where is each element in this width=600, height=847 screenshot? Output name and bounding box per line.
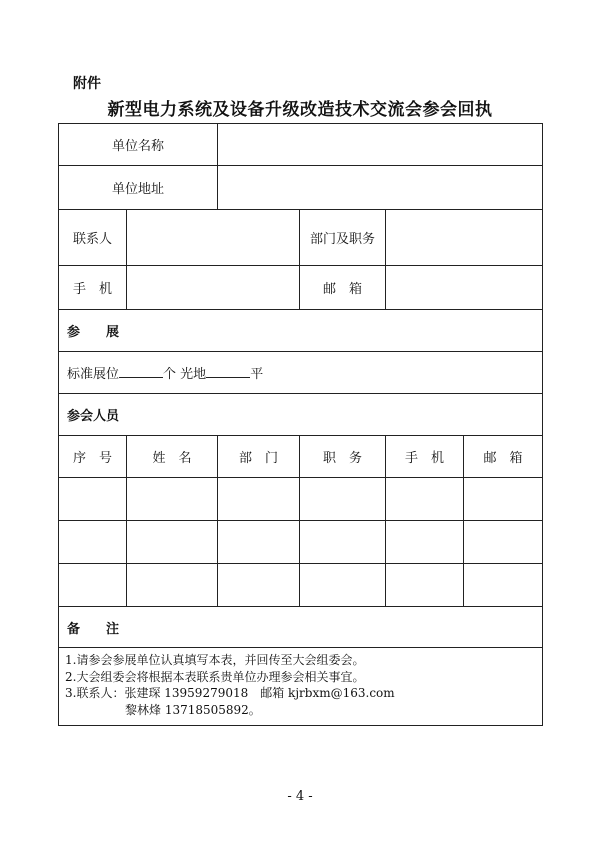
col-header-email: 邮 箱 <box>464 436 543 478</box>
dept-position-field[interactable] <box>386 210 543 266</box>
attendees-header-row <box>59 394 543 436</box>
booth-prefix: 标准展位 <box>67 367 120 382</box>
notes-block <box>59 648 543 726</box>
attendee-cell[interactable] <box>386 564 464 607</box>
attendee-cell[interactable] <box>127 521 218 564</box>
attendee-row <box>59 521 543 564</box>
attendee-cell[interactable] <box>218 564 300 607</box>
col-header-name: 姓 名 <box>127 436 218 478</box>
page-title: 新型电力系统及设备升级改造技术交流会参会回执 <box>107 100 493 120</box>
col-header-position: 职 务 <box>300 436 386 478</box>
unit-address-label: 单位地址 <box>59 166 218 210</box>
booth-field[interactable] <box>59 352 543 394</box>
attendee-cell[interactable] <box>127 564 218 607</box>
space-prefix: 光地 <box>180 367 207 382</box>
attendee-cell[interactable] <box>300 478 386 521</box>
attendee-cell[interactable] <box>386 478 464 521</box>
unit-address-field[interactable] <box>218 166 543 210</box>
contact-field[interactable] <box>127 210 300 266</box>
attendee-cell[interactable] <box>218 521 300 564</box>
unit-name-label: 单位名称 <box>59 124 218 166</box>
contact-label: 联系人 <box>59 210 127 266</box>
dept-position-label: 部门及职务 <box>300 210 386 266</box>
booth-row <box>59 352 543 394</box>
attendee-cell[interactable] <box>464 521 543 564</box>
note-line-4: 黎林烽 13718505892。 <box>65 702 261 717</box>
remarks-label: 备 注 <box>59 607 543 648</box>
col-header-department: 部 门 <box>218 436 300 478</box>
email-field[interactable] <box>386 266 543 310</box>
attendee-row <box>59 478 543 521</box>
attendee-cell[interactable] <box>59 478 127 521</box>
registration-form-table <box>58 123 543 726</box>
attendees-label: 参会人员 <box>59 394 543 436</box>
attendee-row <box>59 564 543 607</box>
contact-row <box>59 210 543 266</box>
attendee-columns-row <box>59 436 543 478</box>
attendee-cell[interactable] <box>59 564 127 607</box>
attendee-cell[interactable] <box>386 521 464 564</box>
attendee-cell[interactable] <box>127 478 218 521</box>
space-area-blank[interactable] <box>206 366 250 378</box>
attendee-cell[interactable] <box>464 478 543 521</box>
attendee-cell[interactable] <box>218 478 300 521</box>
mobile-field[interactable] <box>127 266 300 310</box>
notes-row <box>59 648 543 726</box>
booth-count-blank[interactable] <box>119 366 163 378</box>
page-number: - 4 - <box>287 789 313 804</box>
unit-name-row <box>59 124 543 166</box>
exhibit-header-row <box>59 310 543 352</box>
note-line-2: 2.大会组委会将根据本表联系贵单位办理参会相关事宜。 <box>65 669 365 684</box>
col-header-number: 序 号 <box>59 436 127 478</box>
booth-unit: 个 <box>163 367 177 382</box>
attendee-cell[interactable] <box>300 564 386 607</box>
mobile-email-row <box>59 266 543 310</box>
note-line-1: 1.请参会参展单位认真填写本表，并回传至大会组委会。 <box>65 653 365 667</box>
attendee-cell[interactable] <box>300 521 386 564</box>
mobile-label: 手 机 <box>59 266 127 310</box>
unit-address-row <box>59 166 543 210</box>
attendee-cell[interactable] <box>59 521 127 564</box>
attachment-label: 附件 <box>73 76 101 92</box>
unit-name-field[interactable] <box>218 124 543 166</box>
remarks-header-row <box>59 607 543 648</box>
attendee-cell[interactable] <box>464 564 543 607</box>
exhibit-label: 参 展 <box>59 310 543 352</box>
note-line-3: 3.联系人：张建琛 13959279018 邮箱 kjrbxm@163.com <box>65 686 395 700</box>
col-header-mobile: 手 机 <box>386 436 464 478</box>
space-unit: 平 <box>250 367 264 382</box>
email-label: 邮 箱 <box>300 266 386 310</box>
